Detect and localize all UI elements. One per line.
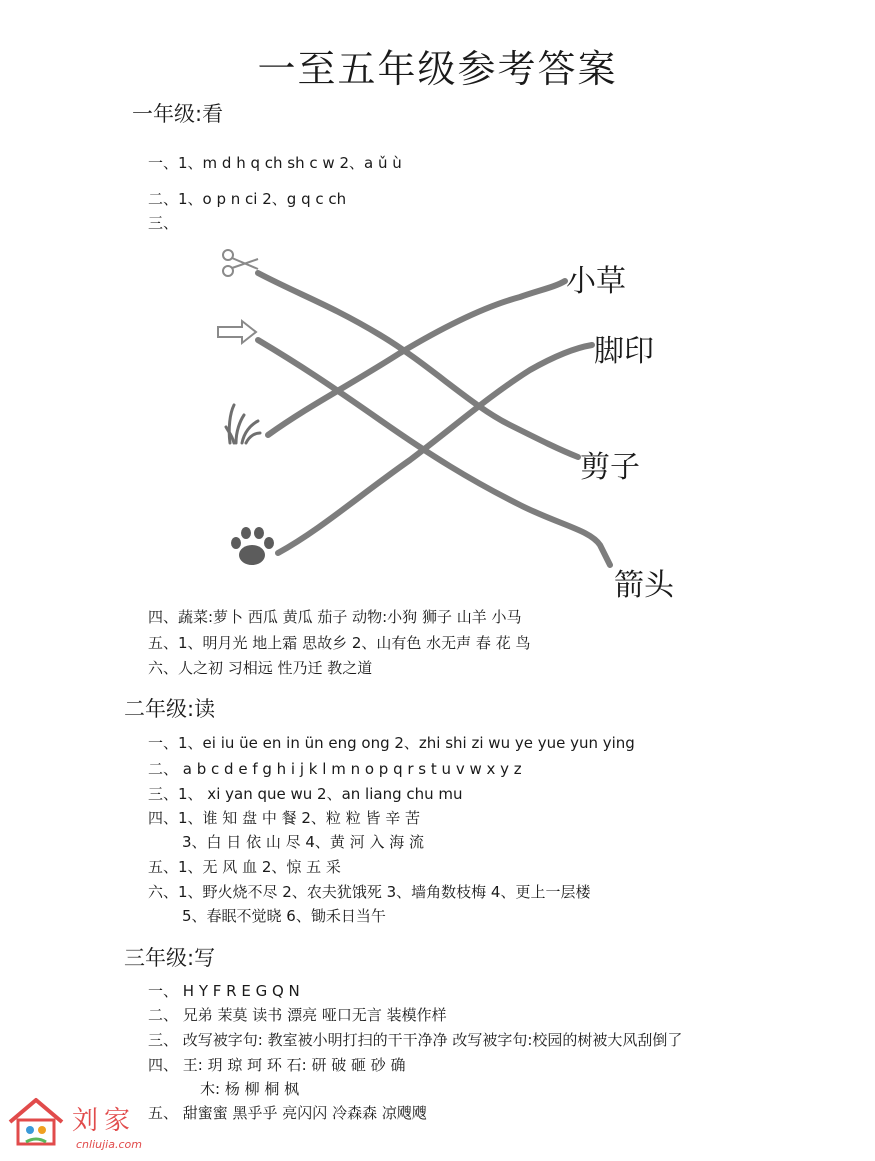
grass-icon [226,405,260,443]
arrow-icon [218,321,256,343]
paw-icon [231,527,274,565]
grade3-line-3: 三、 改写被字句: 教室被小明打扫的干干净净 改写被字句:校园的树被大风刮倒了 [148,1031,683,1049]
grade3-line-4: 四、 王: 玥 琼 珂 环 石: 研 破 砸 砂 确 [148,1056,406,1074]
word-jiaoyin: 脚印 [594,334,654,369]
grade2-line-8: 5、春眠不觉晓 6、锄禾日当午 [182,907,386,925]
matching-diagram [0,235,875,605]
grade3-line-6: 五、 甜蜜蜜 黑乎乎 亮闪闪 冷森森 凉飕飕 [148,1104,427,1122]
word-jiantou: 箭头 [614,568,674,603]
grade3-line-1: 一、 H Y F R E G Q N [148,982,300,1000]
house-icon [6,1096,68,1148]
grade1-heading: 一年级:看 [132,102,224,126]
grade2-heading: 二年级:读 [124,697,216,721]
grade1-line-3: 三、 [148,214,179,232]
grade3-line-5: 木: 杨 柳 桐 枫 [200,1080,300,1098]
grade2-line-3: 三、1、 xi yan que wu 2、an liang chu mu [148,785,463,803]
grade2-line-6: 五、1、无 风 血 2、惊 五 采 [148,858,341,876]
grade2-line-1: 一、1、ei iu üe en in ün eng ong 2、zhi shi zi wu ye yue yun ying [148,734,635,752]
grade1-line-4: 四、蔬菜:萝卜 西瓜 黄瓜 茄子 动物:小狗 狮子 山羊 小马 [148,608,522,626]
grade1-line-1: 一、1、m d h q ch sh c w 2、a ǔ ù [148,154,402,172]
grade2-line-5: 3、白 日 依 山 尽 4、黄 河 入 海 流 [182,833,425,851]
grade1-line-5: 五、1、明月光 地上霜 思故乡 2、山有色 水无声 春 花 鸟 [148,634,531,652]
grade2-line-7: 六、1、野火烧不尽 2、农夫犹饿死 3、墙角数枝梅 4、更上一层楼 [148,883,591,901]
scissors-icon [223,250,258,276]
grade3-heading: 三年级:写 [124,946,216,970]
grade3-line-2: 二、 兄弟 茉莫 读书 漂亮 哑口无言 装模作样 [148,1006,447,1024]
word-jianzi: 剪子 [580,450,640,485]
watermark-url: cnliujia.com [76,1138,142,1151]
watermark-logo [6,1096,156,1156]
grade2-line-2: 二、 a b c d e f g h i j k l m n o p q r s t u v w x y z [148,760,522,778]
grade2-line-4: 四、1、谁 知 盘 中 餐 2、粒 粒 皆 辛 苦 [148,809,421,827]
watermark-text: 刘家 [72,1106,137,1136]
grade1-line-6: 六、人之初 习相远 性乃迁 教之道 [148,659,373,677]
line-scissors-to-jianzi [258,273,578,457]
grade1-line-2: 二、1、o p n ci 2、g q c ch [148,190,347,208]
page-title: 一至五年级参考答案 [257,47,618,91]
word-xiaocao: 小草 [566,264,626,299]
